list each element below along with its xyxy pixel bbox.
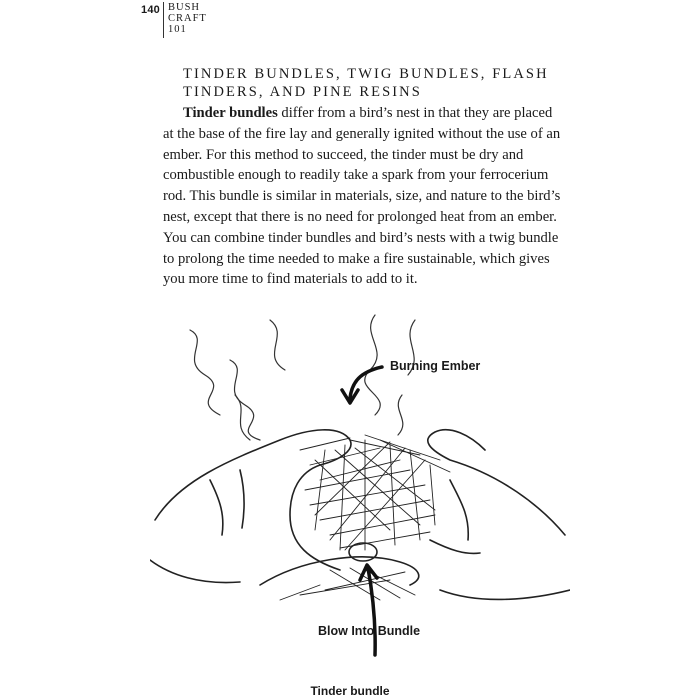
book-title-line-1: BUSH (168, 2, 201, 13)
figure-caption: Tinder bundle (310, 684, 390, 698)
tinder-fibers (280, 435, 450, 600)
paragraph-text: differ from a bird’s nest in that they are placed at the base of the fire lay and generally ignited without the use of an ember. For this method to succeed, the tinder must be dry and combustible enough to readily take a spark from your ferrocerium rod. This bundle is similar in materials, size, and nature to the bird’s nest, except that there is no need for prolonged heat from an ember. You can combine tinder bundles and bird’s nests with a twig bundle to prolong the time needed to make a fire sustainable, which gives you more time to find materials to add to it. (163, 105, 561, 288)
label-blow-into-bundle: Blow Into Bundle (318, 624, 421, 638)
section-heading-line-1: TINDER BUNDLES, TWIG BUNDLES, FLASH (183, 66, 549, 82)
arrows (342, 367, 382, 655)
label-burning-ember: Burning Ember (390, 359, 481, 373)
section-heading (183, 65, 573, 101)
header-divider (163, 2, 164, 38)
book-title (168, 2, 207, 35)
book-title-line-3: 101 (168, 24, 187, 35)
book-title-line-2: CRAFT (168, 13, 207, 24)
paragraph-lead: Tinder bundles (183, 105, 278, 121)
section-heading-line-2: TINDERS, AND PINE RESINS (183, 84, 422, 100)
tinder-bundle-illustration (150, 300, 570, 680)
smoke-lines (190, 315, 415, 440)
body-paragraph (163, 103, 563, 290)
page-number: 140 (141, 4, 160, 16)
